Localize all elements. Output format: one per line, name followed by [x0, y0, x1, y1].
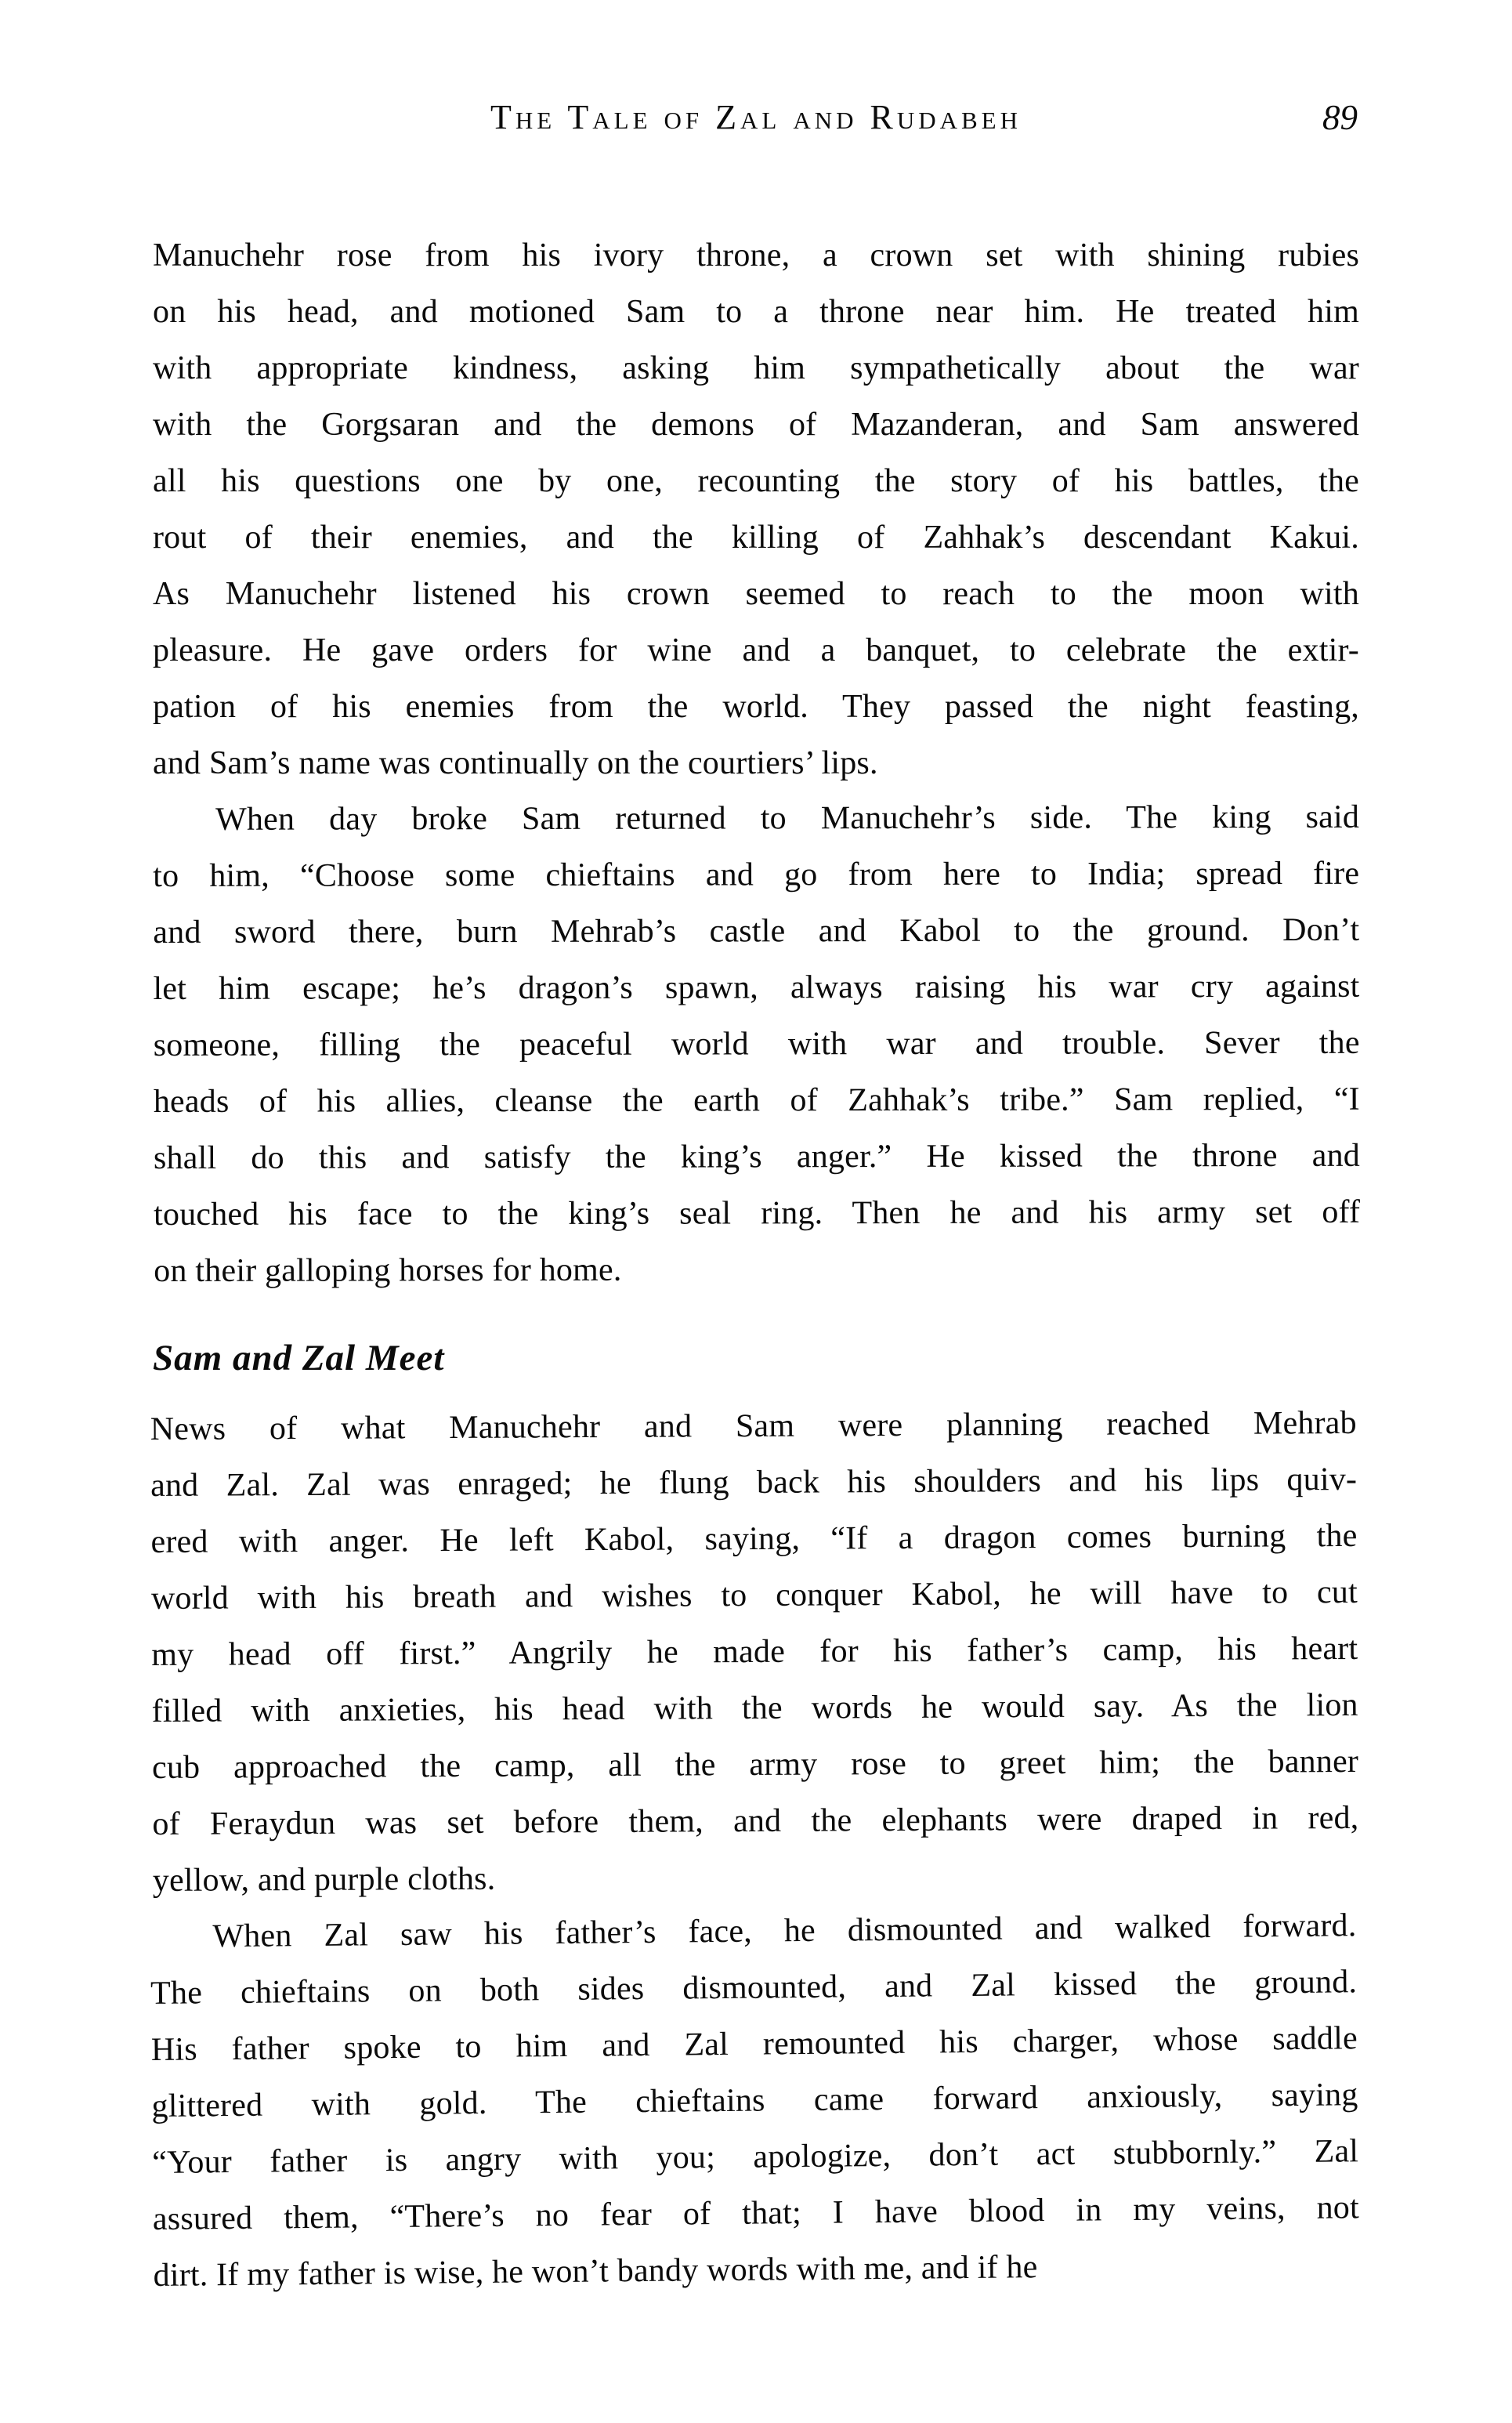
text-line: ered with anger. He left Kabol, saying, “If a dragon comes burning the	[150, 1517, 1358, 1561]
text-line: my head off first.” Angrily he made for his father’s camp, his heart	[151, 1630, 1358, 1674]
text-line: all his questions one by one, recounting the story of his battles, the	[153, 463, 1359, 499]
text-line: Manuchehr rose from his ivory throne, a crown set with shining rubies	[153, 237, 1359, 273]
paragraph	[153, 227, 1359, 791]
text-line: When day broke Sam returned to Manuchehr’s side. The king said	[215, 799, 1360, 838]
text-line: As Manuchehr listened his crown seemed to reach to the moon with	[153, 576, 1359, 612]
text-line: glittered with gold. The chieftains came forward anxiously, saying	[151, 2077, 1358, 2125]
paragraph	[150, 1395, 1359, 1909]
paragraph	[153, 789, 1360, 1299]
text-line: yellow, and purple cloths.	[152, 1860, 496, 1900]
page-body	[150, 227, 1361, 2304]
text-line: News of what Manuchehr and Sam were planning reached Mehrab	[150, 1404, 1357, 1448]
text-line: world with his breath and wishes to conquer Kabol, he will have to cut	[150, 1574, 1358, 1617]
text-line: to him, “Choose some chieftains and go from here to India; spread fire	[153, 855, 1360, 894]
text-line: When Zal saw his father’s face, he dismounted and walked forward.	[212, 1907, 1357, 1955]
text-line: on his head, and motioned Sam to a throne near him. He treated him	[153, 294, 1359, 330]
text-line: on their galloping horses for home.	[154, 1251, 622, 1289]
text-line: with appropriate kindness, asking him sympathetically about the war	[153, 350, 1359, 386]
text-line: someone, filling the peaceful world with war and trouble. Sever the	[153, 1024, 1360, 1063]
paragraph	[150, 1897, 1360, 2304]
text-line: His father spoke to him and Zal remounted his charger, whose saddle	[150, 2020, 1358, 2069]
running-header-title: The Tale of Zal and Rudabeh	[490, 98, 1022, 136]
text-line: and Sam’s name was continually on the courtiers’ lips.	[153, 745, 878, 781]
text-line: pleasure. He gave orders for wine and a banquet, to celebrate the extir-	[153, 632, 1359, 668]
text-line: assured them, “There’s no fear of that; I have blood in my veins, not	[152, 2189, 1360, 2237]
running-header	[153, 92, 1359, 143]
page-number: 89	[1322, 98, 1358, 137]
text-line: “Your father is angry with you; apologize, don’t act stubbornly.” Zal	[152, 2133, 1359, 2182]
text-line: pation of his enemies from the world. They passed the night feasting,	[153, 689, 1359, 725]
text-line: heads of his allies, cleanse the earth of Zahhak’s tribe.” Sam replied, “I	[153, 1081, 1360, 1120]
text-line: cub approached the camp, all the army rose to greet him; the banner	[151, 1743, 1359, 1787]
text-line: rout of their enemies, and the killing of Zahhak’s descendant Kakui.	[153, 520, 1359, 556]
text-line: with the Gorgsaran and the demons of Mazanderan, and Sam answered	[153, 407, 1359, 443]
text-line: filled with anxieties, his head with the words he would say. As the lion	[151, 1686, 1358, 1730]
text-line: dirt. If my father is wise, he won’t bandy words with me, and if he	[153, 2249, 1038, 2294]
text-line: shall do this and satisfy the king’s anger.” He kissed the throne and	[153, 1137, 1361, 1176]
text-line: The chieftains on both sides dismounted, and Zal kissed the ground.	[150, 1964, 1358, 2012]
text-line: of Feraydun was set before them, and the elephants were draped in red,	[152, 1799, 1359, 1843]
section-heading: Sam and Zal Meet	[153, 1338, 445, 1378]
text-line: and Zal. Zal was enraged; he flung back his shoulders and his lips quiv-	[150, 1461, 1358, 1505]
text-line: touched his face to the king’s seal ring. Then he and his army set off	[154, 1193, 1361, 1233]
text-line: let him escape; he’s dragon’s spawn, always raising his war cry against	[153, 968, 1360, 1007]
text-line: and sword there, burn Mehrab’s castle and Kabol to the ground. Don’t	[153, 911, 1360, 951]
